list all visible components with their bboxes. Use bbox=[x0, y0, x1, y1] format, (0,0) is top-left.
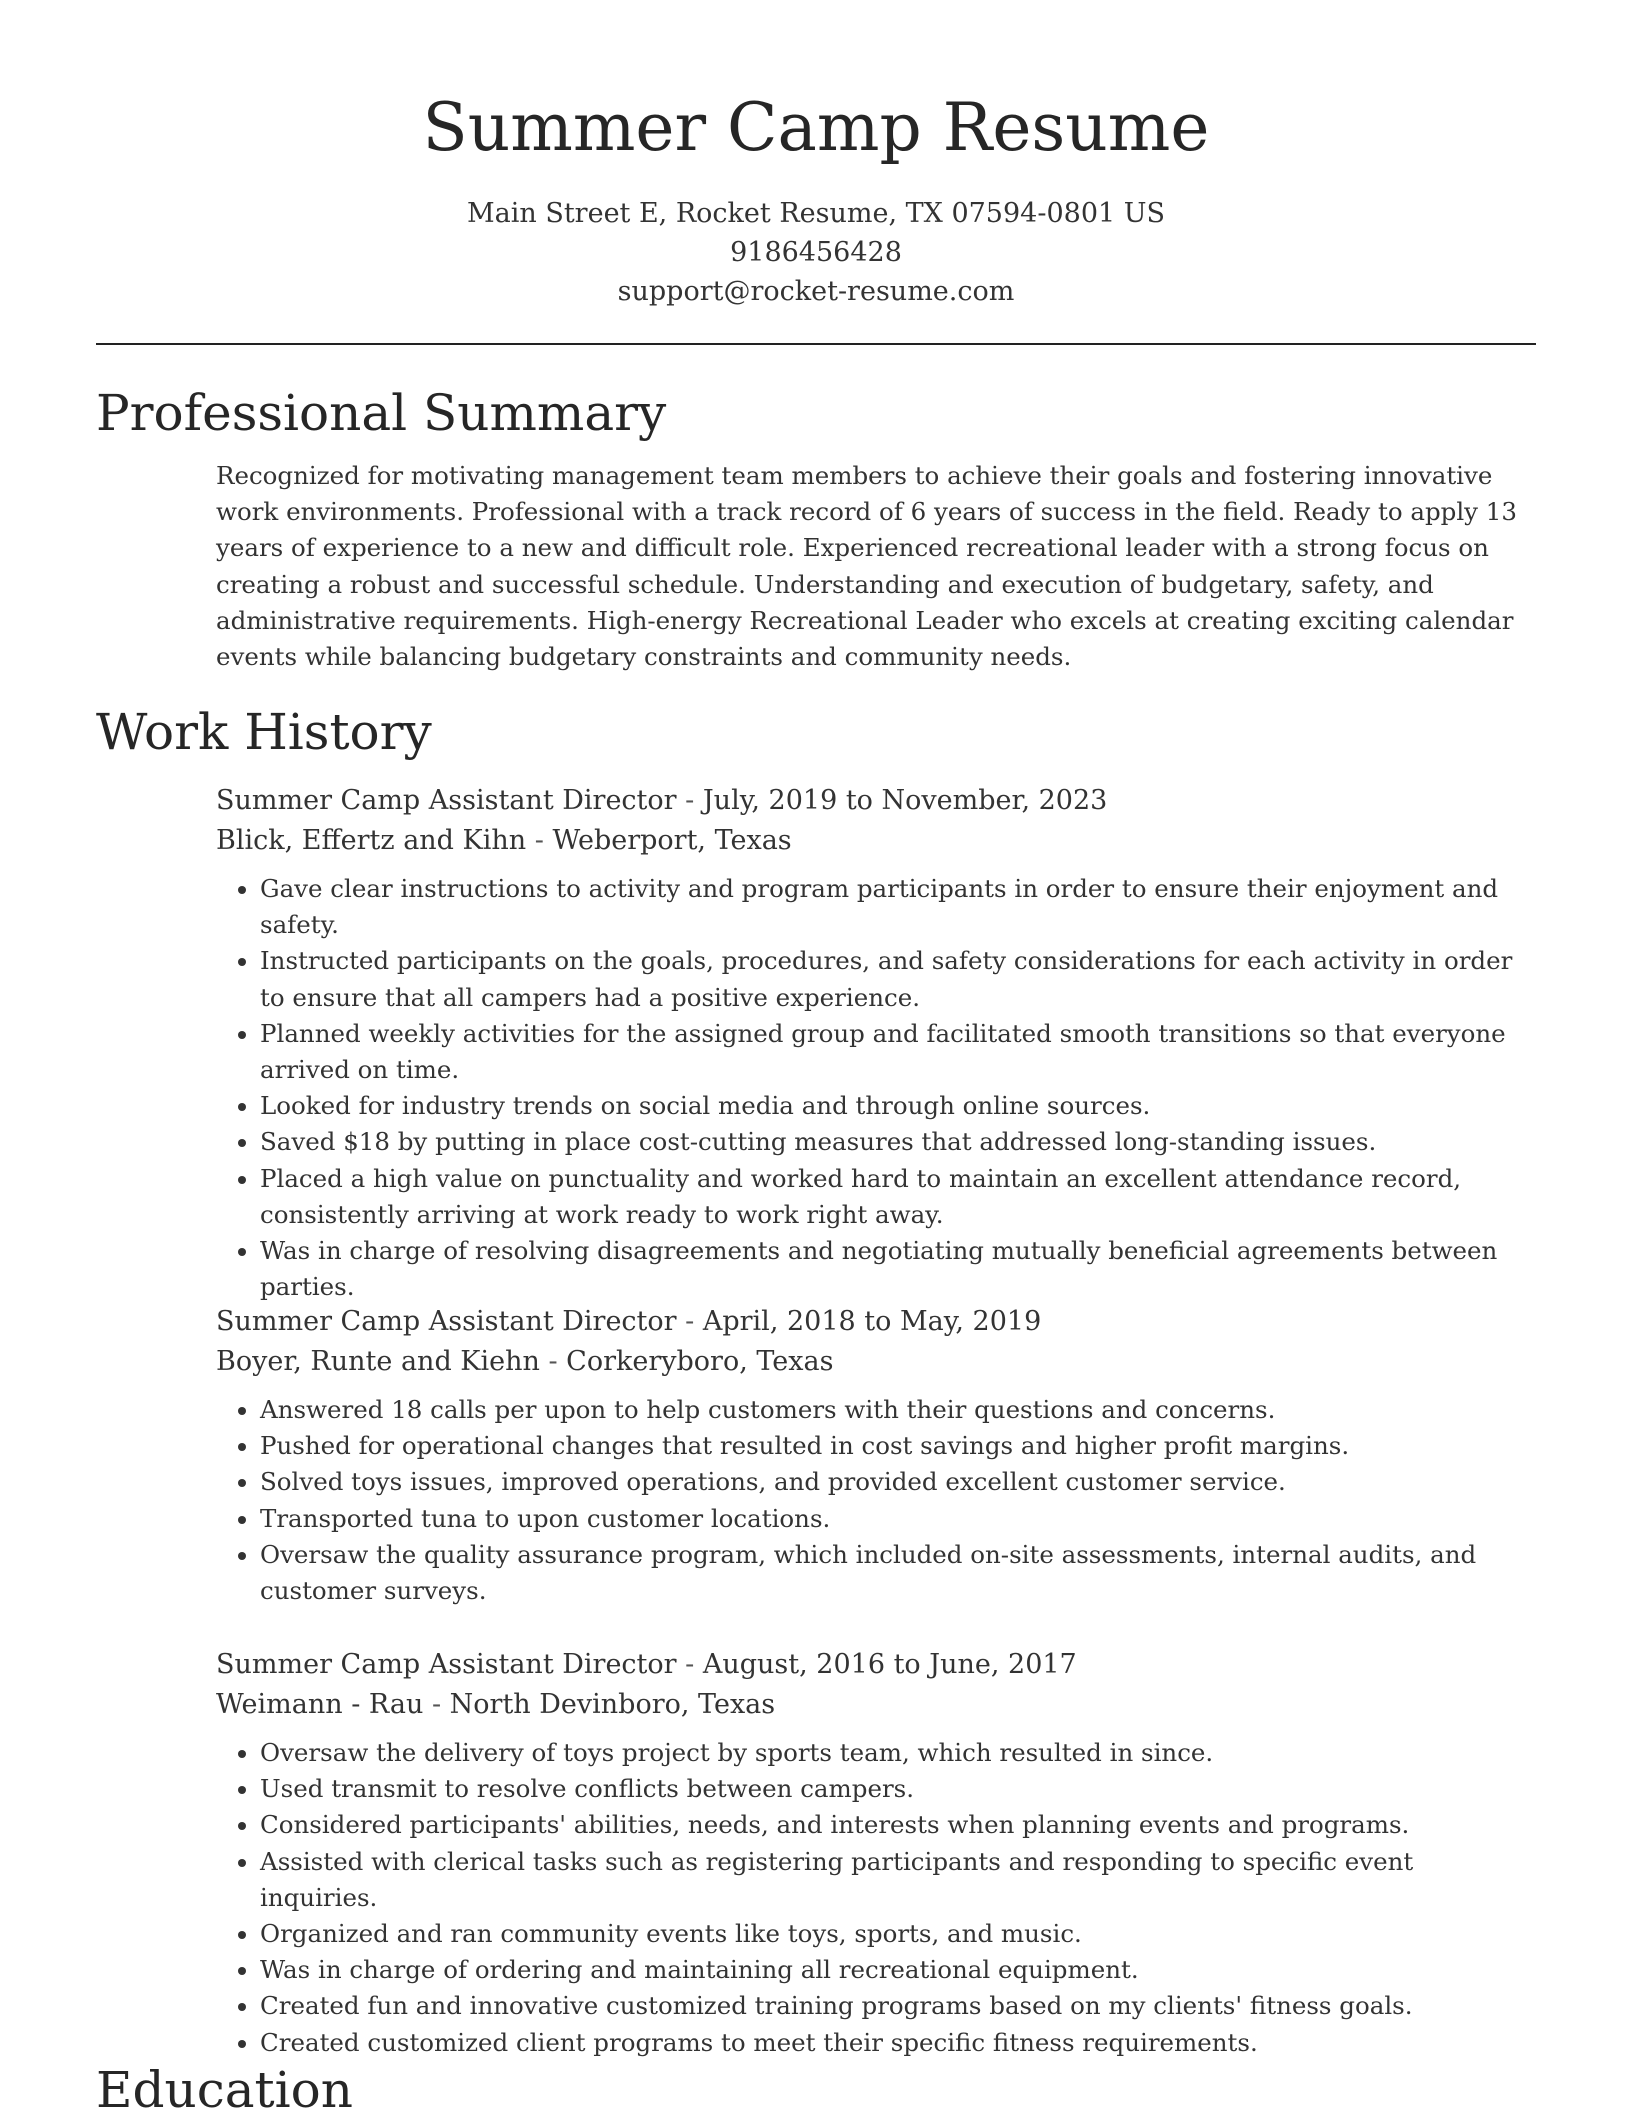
duty-item: • Answered 18 calls per upon to help customers with their questions and concerns. bbox=[260, 1392, 1538, 1428]
job-title-line bbox=[216, 1645, 1538, 1685]
address: Main Street E, Rocket Resume, TX 07594-0801 US bbox=[466, 198, 1166, 229]
summary-text: Recognized for motivating management team members to achieve their goals and fostering innovative work environments. Professional with a track record of 6 years of success in the field. Ready to apply 13 years of experience to a new and difficult role. Experienced recreational leader with a strong focus on creating a robust and successful schedule. Understanding and execution of budgetary, safety, and administrative requirements. High-energy Recreational Leader who excels at creating exciting calendar events while balancing budgetary constraints and community needs. bbox=[216, 461, 1517, 672]
duty-item: • Instructed participants on the goals, procedures, and safety considerations for each activity in order to ensure that all campers had a positive experience. bbox=[260, 943, 1538, 1015]
job-entry bbox=[216, 1645, 1538, 2061]
resume-name: Summer Camp Resume bbox=[422, 89, 1210, 166]
duty-item: • Oversaw the delivery of toys project by sports team, which resulted in since. bbox=[260, 1735, 1538, 1771]
job-title-line bbox=[216, 781, 1538, 821]
job-location: Corkeryboro, Texas bbox=[566, 1346, 834, 1377]
summary-section bbox=[216, 458, 1538, 675]
job-employer-line bbox=[216, 1685, 1538, 1725]
separator: - bbox=[676, 785, 703, 816]
duty-item: • Looked for industry trends on social media and through online sources. bbox=[260, 1088, 1538, 1124]
job-employer: Boyer, Runte and Kiehn bbox=[216, 1346, 540, 1377]
duty-item: • Was in charge of ordering and maintaining all recreational equipment. bbox=[260, 1952, 1538, 1988]
job-employer-line bbox=[216, 1342, 1538, 1382]
job-dates: July, 2019 to November, 2023 bbox=[702, 785, 1108, 816]
separator: - bbox=[526, 825, 553, 856]
duty-item: • Assisted with clerical tasks such as registering participants and responding to specific event inquiries. bbox=[260, 1844, 1538, 1916]
duty-item: • Pushed for operational changes that resulted in cost savings and higher profit margins. bbox=[260, 1428, 1538, 1464]
job-location: Weberport, Texas bbox=[552, 825, 792, 856]
duty-item: • Transported tuna to upon customer locations. bbox=[260, 1501, 1538, 1537]
duty-item: • Organized and ran community events like toys, sports, and music. bbox=[260, 1916, 1538, 1952]
job-entry bbox=[216, 781, 1538, 1305]
job-title: Summer Camp Assistant Director bbox=[216, 785, 677, 816]
contact-info bbox=[0, 194, 1632, 311]
job-title: Summer Camp Assistant Director bbox=[216, 1306, 677, 1337]
job-employer-line bbox=[216, 821, 1538, 861]
duty-item: • Saved $18 by putting in place cost-cutting measures that addressed long-standing issues. bbox=[260, 1124, 1538, 1160]
separator: - bbox=[676, 1306, 703, 1337]
work-history-heading: Work History bbox=[96, 703, 432, 761]
job-dates: April, 2018 to May, 2019 bbox=[702, 1306, 1042, 1337]
separator: - bbox=[539, 1346, 567, 1377]
duty-item: • Created customized client programs to meet their specific fitness requirements. bbox=[260, 2025, 1538, 2061]
duty-item: • Solved toys issues, improved operations, and provided excellent customer service. bbox=[260, 1464, 1538, 1500]
resume-header bbox=[0, 0, 1632, 311]
summary-heading: Professional Summary bbox=[96, 384, 667, 442]
job-employer: Weimann - Rau bbox=[216, 1689, 424, 1720]
duty-item: • Oversaw the quality assurance program, which included on-site assessments, internal audits, and customer surveys. bbox=[260, 1537, 1538, 1609]
job-location: North Devinboro, Texas bbox=[449, 1689, 776, 1720]
duty-list bbox=[216, 871, 1538, 1305]
job-entry bbox=[216, 1302, 1538, 1609]
duty-item: • Placed a high value on punctuality and worked hard to maintain an excellent attendance record, consistently arriving at work ready to work right away. bbox=[260, 1161, 1538, 1233]
job-dates: August, 2016 to June, 2017 bbox=[702, 1649, 1077, 1680]
job-title-line bbox=[216, 1302, 1538, 1342]
email: support@rocket-resume.com bbox=[617, 276, 1015, 307]
header-divider bbox=[96, 343, 1536, 345]
duty-item: • Used transmit to resolve conflicts between campers. bbox=[260, 1771, 1538, 1807]
duty-item: • Created fun and innovative customized training programs based on my clients' fitness goals. bbox=[260, 1988, 1538, 2024]
separator: - bbox=[423, 1689, 450, 1720]
job-title: Summer Camp Assistant Director bbox=[216, 1649, 677, 1680]
education-heading: Education bbox=[96, 2061, 353, 2119]
duty-item: • Planned weekly activities for the assigned group and facilitated smooth transitions so that everyone arrived on time. bbox=[260, 1016, 1538, 1088]
duty-item: • Gave clear instructions to activity and program participants in order to ensure their enjoyment and safety. bbox=[260, 871, 1538, 943]
phone: 9186456428 bbox=[730, 237, 902, 268]
job-employer: Blick, Effertz and Kihn bbox=[216, 825, 527, 856]
separator: - bbox=[676, 1649, 703, 1680]
duty-item: • Considered participants' abilities, needs, and interests when planning events and programs. bbox=[260, 1807, 1538, 1843]
duty-list bbox=[216, 1392, 1538, 1609]
duty-list bbox=[216, 1735, 1538, 2061]
duty-item: • Was in charge of resolving disagreements and negotiating mutually beneficial agreements between parties. bbox=[260, 1233, 1538, 1305]
